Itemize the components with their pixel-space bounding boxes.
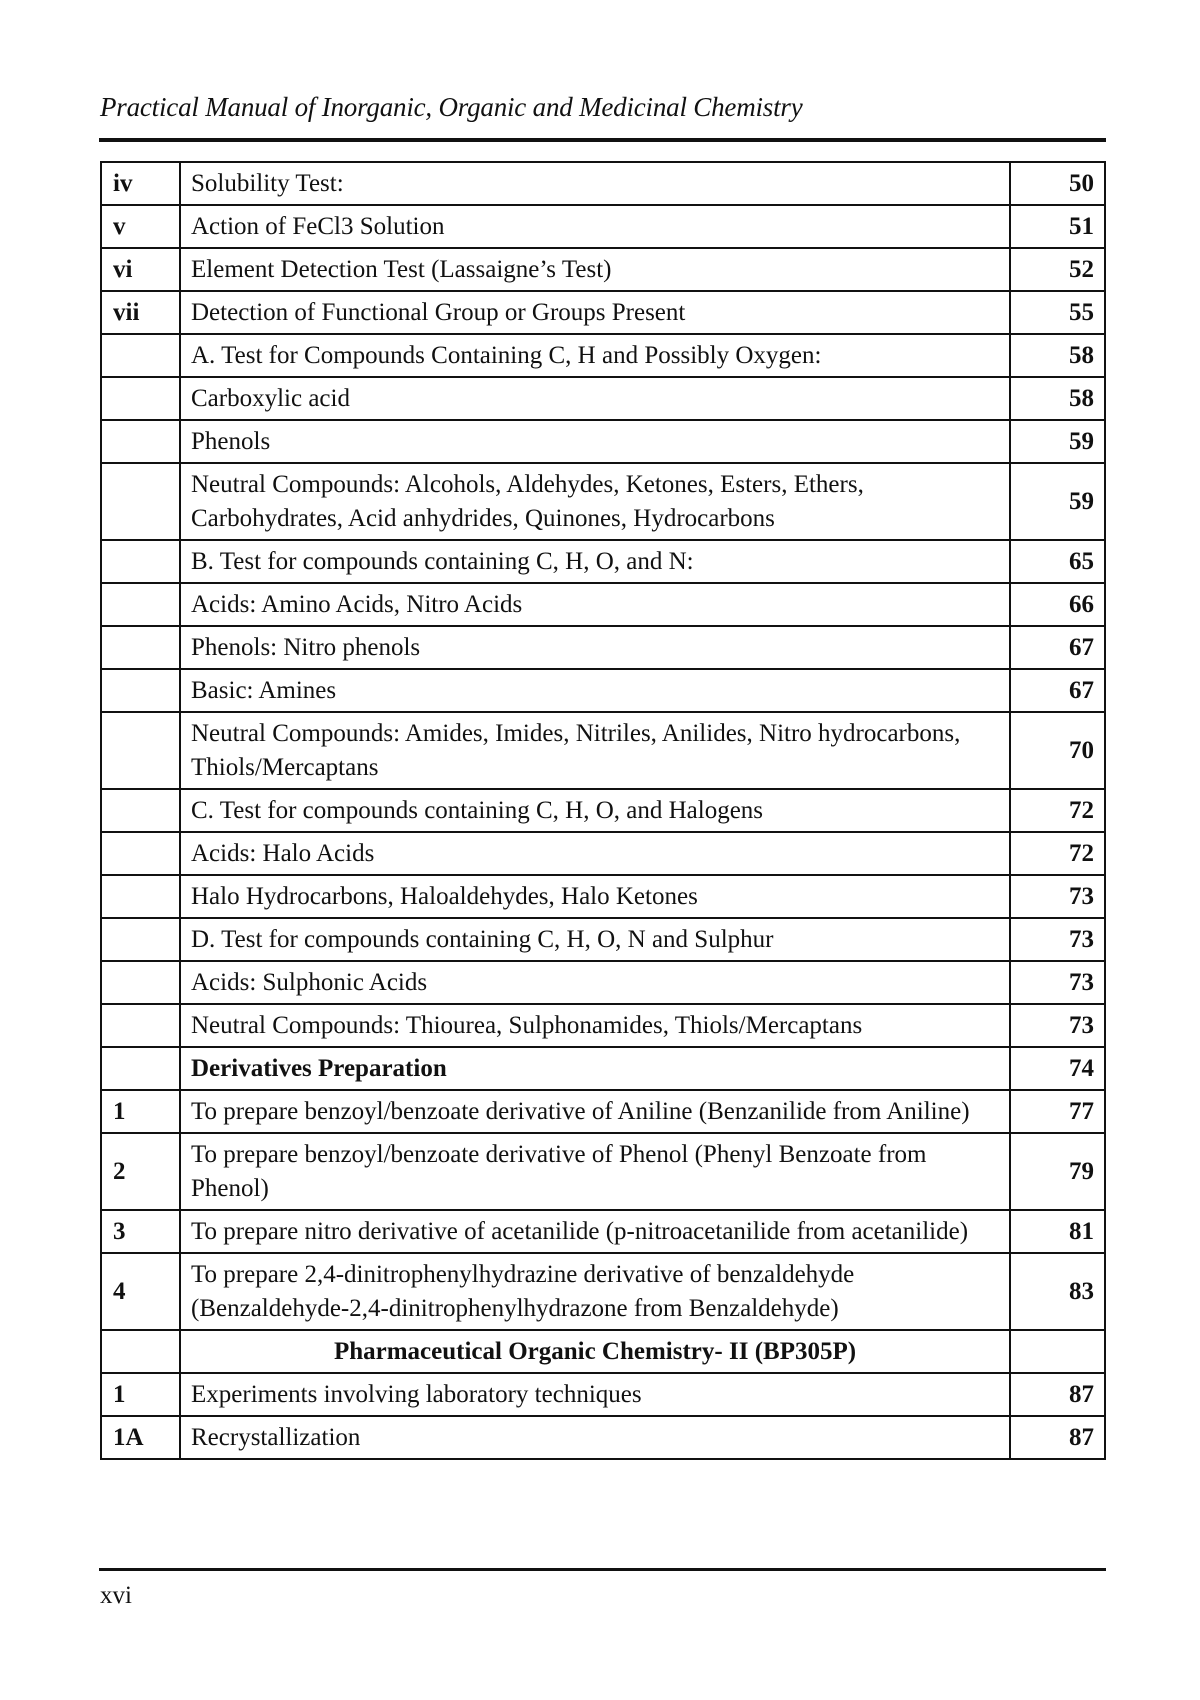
contents-row xyxy=(101,1416,1105,1459)
contents-row-number xyxy=(101,1330,180,1373)
contents-row-number: 3 xyxy=(101,1210,180,1253)
contents-row-page: 52 xyxy=(1010,248,1105,291)
contents-row-title: Action of FeCl3 Solution xyxy=(180,205,1010,248)
contents-row-page: 72 xyxy=(1010,789,1105,832)
contents-row-page: 73 xyxy=(1010,918,1105,961)
contents-row xyxy=(101,1133,1105,1210)
contents-row-title: Acids: Sulphonic Acids xyxy=(180,961,1010,1004)
contents-row-title: C. Test for compounds containing C, H, O, and Halogens xyxy=(180,789,1010,832)
contents-row xyxy=(101,712,1105,789)
contents-row xyxy=(101,1047,1105,1090)
contents-row-title: Neutral Compounds: Thiourea, Sulphonamides, Thiols/Mercaptans xyxy=(180,1004,1010,1047)
contents-row-title: A. Test for Compounds Containing C, H and Possibly Oxygen: xyxy=(180,334,1010,377)
contents-row-page: 73 xyxy=(1010,1004,1105,1047)
contents-row-number: vi xyxy=(101,248,180,291)
contents-row xyxy=(101,626,1105,669)
contents-row-title: D. Test for compounds containing C, H, O, N and Sulphur xyxy=(180,918,1010,961)
contents-row xyxy=(101,540,1105,583)
contents-row-number: 4 xyxy=(101,1253,180,1330)
contents-row xyxy=(101,961,1105,1004)
contents-row xyxy=(101,789,1105,832)
contents-row-page: 55 xyxy=(1010,291,1105,334)
contents-row-title: Element Detection Test (Lassaigne’s Test) xyxy=(180,248,1010,291)
contents-row-title: To prepare benzoyl/benzoate derivative of Phenol (Phenyl Benzoate from Phenol) xyxy=(180,1133,1010,1210)
contents-row xyxy=(101,334,1105,377)
contents-row xyxy=(101,583,1105,626)
contents-row xyxy=(101,1004,1105,1047)
contents-row-title: Neutral Compounds: Alcohols, Aldehydes, Ketones, Esters, Ethers, Carbohydrates, Acid anhydrides, Quinones, Hydrocarbons xyxy=(180,463,1010,540)
contents-row-page: 51 xyxy=(1010,205,1105,248)
contents-row-page: 66 xyxy=(1010,583,1105,626)
contents-row-title: Acids: Amino Acids, Nitro Acids xyxy=(180,583,1010,626)
running-header-title: Practical Manual of Inorganic, Organic and Medicinal Chemistry xyxy=(100,92,803,122)
contents-table xyxy=(100,161,1106,1460)
contents-row-number xyxy=(101,918,180,961)
contents-row-title: Recrystallization xyxy=(180,1416,1010,1459)
contents-row xyxy=(101,1330,1105,1373)
contents-row-title: Experiments involving laboratory techniques xyxy=(180,1373,1010,1416)
contents-row-title: Acids: Halo Acids xyxy=(180,832,1010,875)
contents-row-page: 87 xyxy=(1010,1416,1105,1459)
contents-row-page: 58 xyxy=(1010,334,1105,377)
contents-row-page: 70 xyxy=(1010,712,1105,789)
contents-row xyxy=(101,248,1105,291)
contents-row-number xyxy=(101,712,180,789)
contents-row-title: Solubility Test: xyxy=(180,162,1010,205)
contents-row xyxy=(101,377,1105,420)
contents-row-number xyxy=(101,334,180,377)
contents-row-number: 1 xyxy=(101,1373,180,1416)
contents-row xyxy=(101,669,1105,712)
contents-row xyxy=(101,205,1105,248)
contents-row-page: 58 xyxy=(1010,377,1105,420)
contents-row-title: Phenols: Nitro phenols xyxy=(180,626,1010,669)
contents-row-title: Neutral Compounds: Amides, Imides, Nitriles, Anilides, Nitro hydrocarbons, Thiols/Mercaptans xyxy=(180,712,1010,789)
contents-row-number xyxy=(101,377,180,420)
contents-table-body xyxy=(101,162,1105,1459)
contents-row xyxy=(101,1373,1105,1416)
contents-row-number xyxy=(101,832,180,875)
contents-row-number xyxy=(101,540,180,583)
contents-row-number: iv xyxy=(101,162,180,205)
contents-row xyxy=(101,463,1105,540)
contents-row-title: Detection of Functional Group or Groups Present xyxy=(180,291,1010,334)
contents-row-page xyxy=(1010,1330,1105,1373)
contents-row-number xyxy=(101,669,180,712)
contents-row xyxy=(101,291,1105,334)
contents-row-page: 79 xyxy=(1010,1133,1105,1210)
contents-row-number: 2 xyxy=(101,1133,180,1210)
contents-row-number xyxy=(101,1047,180,1090)
contents-row-page: 59 xyxy=(1010,463,1105,540)
contents-row-title: To prepare benzoyl/benzoate derivative of Aniline (Benzanilide from Aniline) xyxy=(180,1090,1010,1133)
contents-row-page: 73 xyxy=(1010,875,1105,918)
contents-row-number xyxy=(101,961,180,1004)
contents-row-page: 77 xyxy=(1010,1090,1105,1133)
contents-row xyxy=(101,162,1105,205)
contents-row-title: Halo Hydrocarbons, Haloaldehydes, Halo Ketones xyxy=(180,875,1010,918)
contents-row-number xyxy=(101,1004,180,1047)
contents-row-page: 59 xyxy=(1010,420,1105,463)
contents-row-number xyxy=(101,626,180,669)
contents-row-page: 50 xyxy=(1010,162,1105,205)
contents-row-page: 67 xyxy=(1010,669,1105,712)
contents-row-page: 67 xyxy=(1010,626,1105,669)
contents-row-page: 73 xyxy=(1010,961,1105,1004)
contents-row-number xyxy=(101,463,180,540)
contents-row-title: Pharmaceutical Organic Chemistry- II (BP305P) xyxy=(180,1330,1010,1373)
contents-row-title: To prepare nitro derivative of acetanilide (p-nitroacetanilide from acetanilide) xyxy=(180,1210,1010,1253)
footer-rule xyxy=(99,1568,1106,1571)
contents-row-number xyxy=(101,875,180,918)
contents-row-title: Phenols xyxy=(180,420,1010,463)
contents-row-number xyxy=(101,420,180,463)
contents-row-page: 72 xyxy=(1010,832,1105,875)
contents-row-number xyxy=(101,789,180,832)
contents-row xyxy=(101,1090,1105,1133)
contents-row-title: B. Test for compounds containing C, H, O, and N: xyxy=(180,540,1010,583)
page-number: xvi xyxy=(100,1582,132,1609)
contents-row-page: 65 xyxy=(1010,540,1105,583)
contents-row xyxy=(101,875,1105,918)
contents-row xyxy=(101,420,1105,463)
contents-row-title: To prepare 2,4-dinitrophenylhydrazine derivative of benzaldehyde (Benzaldehyde-2,4-dinitrophenylhydrazone from Benzaldehyde) xyxy=(180,1253,1010,1330)
contents-row-title: Basic: Amines xyxy=(180,669,1010,712)
contents-row-page: 83 xyxy=(1010,1253,1105,1330)
contents-row-title: Carboxylic acid xyxy=(180,377,1010,420)
header-rule xyxy=(99,138,1106,142)
contents-row-number: vii xyxy=(101,291,180,334)
contents-row-number: 1A xyxy=(101,1416,180,1459)
contents-row xyxy=(101,918,1105,961)
contents-row-page: 87 xyxy=(1010,1373,1105,1416)
contents-row xyxy=(101,1210,1105,1253)
contents-row-page: 74 xyxy=(1010,1047,1105,1090)
contents-row-page: 81 xyxy=(1010,1210,1105,1253)
contents-row-number: 1 xyxy=(101,1090,180,1133)
contents-row xyxy=(101,832,1105,875)
contents-row-title: Derivatives Preparation xyxy=(180,1047,1010,1090)
contents-row-number: v xyxy=(101,205,180,248)
contents-row-number xyxy=(101,583,180,626)
contents-row xyxy=(101,1253,1105,1330)
